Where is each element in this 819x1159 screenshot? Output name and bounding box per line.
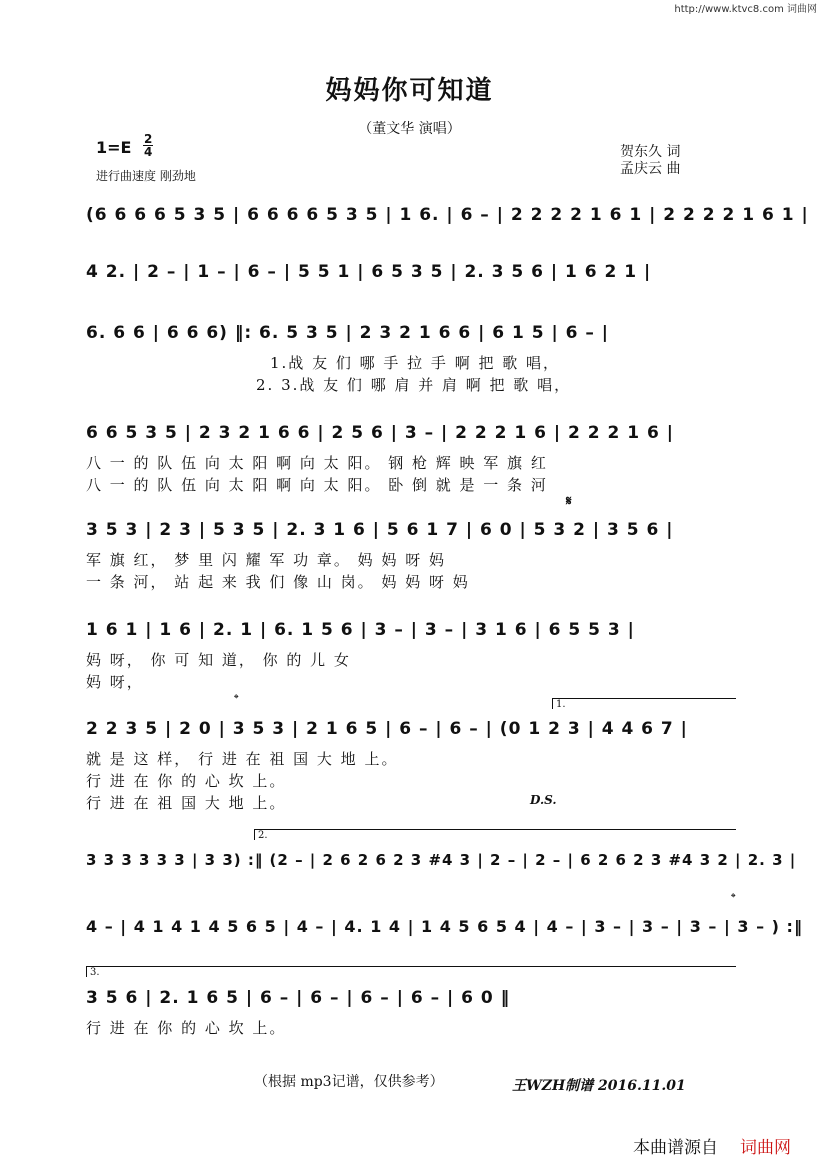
system-8-notes: 3 3 3 3 3 3 | 3 3) :‖ (2 – | 2 6 2 6 2 3 #4 3 | 2 – | 2 – | 6 2 6 2 3 #4 3 2 | 2. 3 | xyxy=(86,851,797,869)
system-3-lyrics-2: 2. 3.战 友 们 哪 肩 并 肩 啊 把 歌 唱， xyxy=(256,376,572,394)
tempo-marking: 进行曲速度 刚劲地 xyxy=(96,169,196,183)
footer-note: （根据 mp3记谱，仅供参考） xyxy=(254,1074,444,1090)
system-4-lyrics-2: 八 一 的 队 伍 向 太 阳 啊 向 太 阳。 卧 倒 就 是 一 条 河 xyxy=(86,476,548,494)
volta-1-bracket: 1. xyxy=(552,698,736,709)
system-7-lyrics-2: 行 进 在 你 的 心 坎 上。 xyxy=(86,772,287,790)
lyricist: 贺东久 词 xyxy=(620,144,681,160)
segno-mark: 𝄋 xyxy=(566,494,572,509)
system-5-lyrics-2: 一 条 河， 站 起 来 我 们 像 山 岗。 妈 妈 呀 妈 xyxy=(86,573,470,591)
system-3-lyrics-1: 1.战 友 们 哪 手 拉 手 啊 把 歌 唱， xyxy=(270,354,560,372)
system-6-lyrics-1: 妈 呀， 你 可 知 道， 你 的 儿 女 xyxy=(86,651,351,669)
system-10-lyrics-1: 行 进 在 你 的 心 坎 上。 xyxy=(86,1019,287,1037)
system-10-notes: 3 5 6 | 2. 1 6 5 | 6 – | 6 – | 6 – | 6 – | 6 0 ‖ xyxy=(86,988,511,1008)
ds-mark: D.S. xyxy=(530,793,557,807)
coda-mark: 𝄌 xyxy=(234,692,239,707)
performer: （董文华 演唱） xyxy=(358,121,461,137)
transcriber: 王WZH制谱 2016.11.01 xyxy=(512,1078,686,1094)
system-2-notes: 4 2. | 2 – | 1 – | 6 – | 5 5 1 | 6 5 3 5 | 2. 3 5 6 | 1 6 2 1 | xyxy=(86,262,652,282)
system-5-lyrics-1: 军 旗 红， 梦 里 闪 耀 军 功 章。 妈 妈 呀 妈 xyxy=(86,551,446,569)
volta-2-bracket: 2. xyxy=(254,829,736,840)
system-7-notes: 2 2 3 5 | 2 0 | 3 5 3 | 2 1 6 5 | 6 – | 6 – | (0 1 2 3 | 4 4 6 7 | xyxy=(86,719,688,739)
time-signature xyxy=(143,133,153,158)
source-label: 本曲谱源自 xyxy=(633,1138,718,1158)
system-5-notes: 3 5 3 | 2 3 | 5 3 5 | 2. 3 1 6 | 5 6 1 7 | 6 0 | 5 3 2 | 3 5 6 | xyxy=(86,520,674,540)
time-signature-bottom: 4 xyxy=(144,145,153,159)
system-9-notes: 4 – | 4 1 4 1 4 5 6 5 | 4 – | 4. 1 4 | 1 4 5 6 5 4 | 4 – | 3 – | 3 – | 3 – | 3 – ) :‖ xyxy=(86,917,803,936)
system-3-notes: 6. 6 6 | 6 6 6) ‖: 6. 5 3 5 | 2 3 2 1 6 6 | 6 1 5 | 6 – | xyxy=(86,323,609,343)
site-url[interactable]: http://www.ktvc8.com 词曲网 xyxy=(674,4,817,15)
system-1-notes: (6 6 6 6 5 3 5 | 6 6 6 6 5 3 5 | 1 6. | 6 – | 2 2 2 2 1 6 1 | 2 2 2 2 1 6 1 | xyxy=(86,205,809,225)
system-4-notes: 6 6 5 3 5 | 2 3 2 1 6 6 | 2 5 6 | 3 – | 2 2 2 1 6 | 2 2 2 1 6 | xyxy=(86,423,674,443)
system-7-lyrics-3: 行 进 在 祖 国 大 地 上。 xyxy=(86,794,287,812)
key-signature: 1=E xyxy=(96,138,132,157)
system-4-lyrics-1: 八 一 的 队 伍 向 太 阳 啊 向 太 阳。 钢 枪 辉 映 军 旗 红 xyxy=(86,454,548,472)
song-title: 妈妈你可知道 xyxy=(325,76,494,106)
system-6-notes: 1 6 1 | 1 6 | 2. 1 | 6. 1 5 6 | 3 – | 3 – | 3 1 6 | 6 5 5 3 | xyxy=(86,620,635,640)
system-7-lyrics-1: 就 是 这 样， 行 进 在 祖 国 大 地 上。 xyxy=(86,750,399,768)
composer: 孟庆云 曲 xyxy=(620,161,681,177)
site-name-link[interactable]: 词曲网 xyxy=(740,1138,791,1158)
coda-mark-end: 𝄌 xyxy=(731,891,736,906)
system-6-lyrics-2: 妈 呀， xyxy=(86,673,144,691)
volta-3-bracket: 3. xyxy=(86,966,736,977)
time-signature-top: 2 xyxy=(144,132,153,146)
